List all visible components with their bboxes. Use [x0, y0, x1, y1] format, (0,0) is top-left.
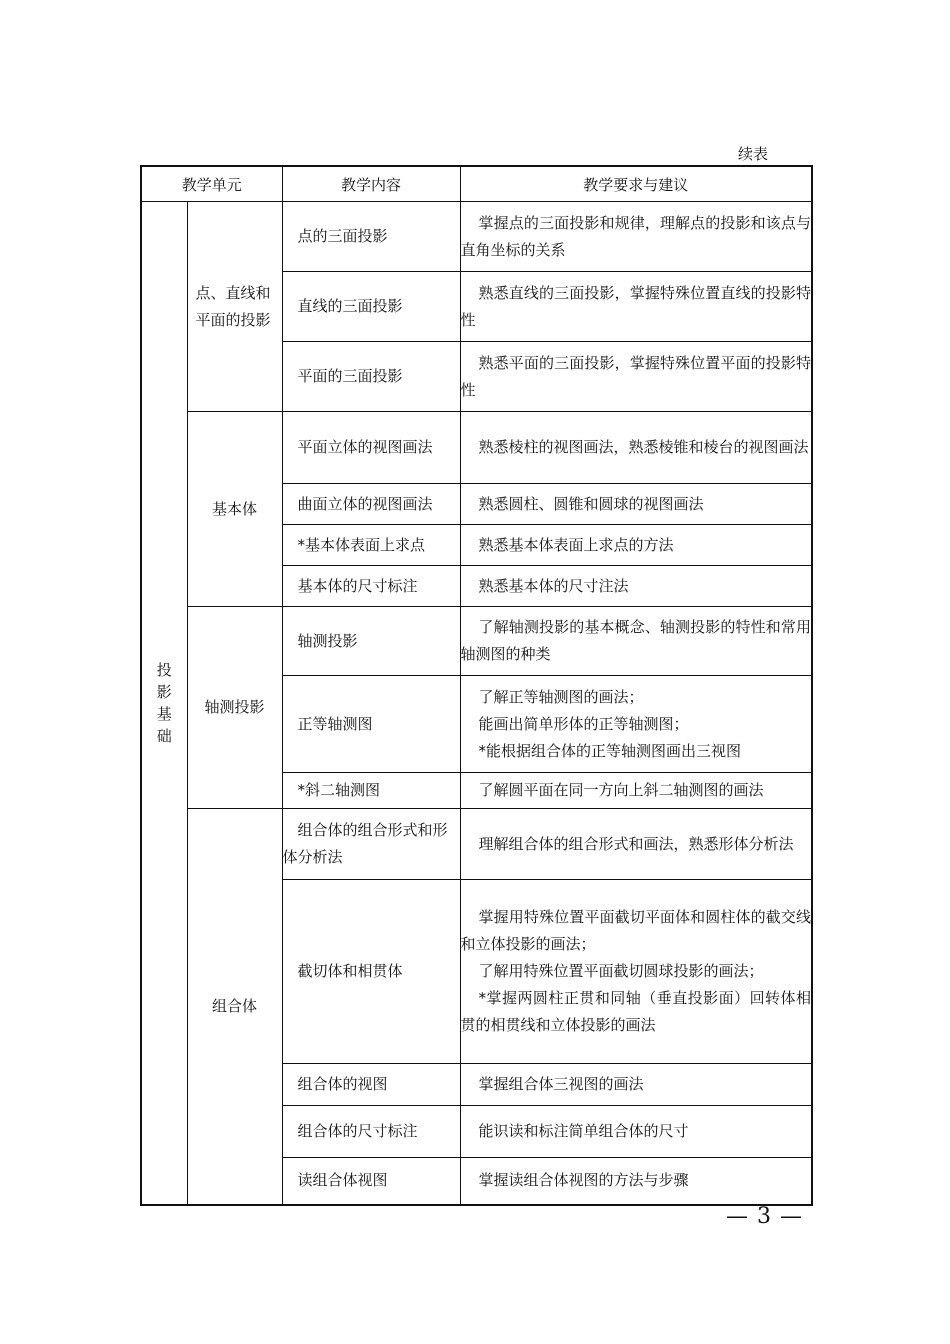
content-cell — [282, 880, 460, 1064]
content-cell — [282, 1064, 460, 1106]
table-row — [141, 202, 812, 272]
content-cell: 组合体的组合形式和形体分析法 — [282, 809, 460, 880]
content-text: 平面立体的视图画法 — [297, 438, 433, 456]
unit-name: 组合体 — [187, 809, 282, 1205]
content-cell — [282, 484, 460, 525]
requirement-text: 掌握点的三面投影和规律，理解点的投影和该点与直角坐标的关系 — [460, 213, 812, 259]
requirement-cell — [460, 566, 812, 607]
content-cell — [282, 272, 460, 342]
content-cell — [282, 1106, 460, 1158]
requirement-text: 能识读和标注简单组合体的尺寸 — [478, 1122, 689, 1140]
requirement-cell — [460, 202, 812, 272]
requirement-text: 了解正等轴测图的画法； — [478, 687, 644, 706]
requirement-cell — [460, 1106, 812, 1158]
requirement-text: 掌握用特殊位置平面截切平面体和圆柱体的截交线和立体投影的画法； — [460, 908, 812, 953]
requirement-text: 熟悉基本体的尺寸注法 — [478, 576, 629, 595]
requirement-text: 掌握组合体三视图的画法 — [478, 1075, 644, 1093]
content-text: 读组合体视图 — [297, 1171, 388, 1190]
content-cell — [282, 676, 460, 773]
continued-label: 续表 — [738, 145, 769, 163]
content-text: *基本体表面上求点 — [297, 535, 426, 554]
content-cell — [282, 202, 460, 272]
content-text: 平面的三面投影 — [297, 367, 403, 385]
content-text: 基本体的尺寸标注 — [297, 576, 418, 595]
requirement-text: 掌握读组合体视图的方法与步骤 — [478, 1171, 689, 1190]
category-label: 投影基础 — [156, 660, 172, 745]
content-text: 组合体的视图 — [297, 1075, 388, 1093]
requirement-cell — [460, 525, 812, 566]
requirement-cell — [460, 342, 812, 412]
requirement-cell — [460, 773, 812, 809]
content-text: 截切体和相贯体 — [297, 962, 403, 980]
content-text: 轴测投影 — [297, 631, 358, 650]
requirement-text: 了解圆平面在同一方向上斜二轴测图的画法 — [478, 781, 764, 799]
unit-name: 点、直线和平面的投影 — [187, 202, 282, 412]
table-header-row — [141, 166, 812, 202]
content-cell — [282, 607, 460, 676]
requirement-text: 熟悉平面的三面投影，掌握特殊位置平面的投影特性 — [460, 353, 812, 399]
requirement-text: 熟悉棱柱的视图画法，熟悉棱锥和棱台的视图画法 — [478, 438, 809, 456]
requirement-text: *能根据组合体的正等轴测图画出三视图 — [478, 741, 742, 760]
requirement-text: 了解用特殊位置平面截切圆球投影的画法； — [478, 962, 764, 980]
requirement-cell — [460, 607, 812, 676]
requirement-cell — [460, 676, 812, 773]
requirement-cell — [460, 272, 812, 342]
table-row — [141, 809, 812, 880]
content-text: 直线的三面投影 — [297, 297, 403, 315]
requirement-text: 能画出简单形体的正等轴测图； — [478, 714, 689, 733]
content-text: 点的三面投影 — [297, 227, 388, 245]
content-text: 曲面立体的视图画法 — [297, 494, 433, 513]
syllabus-table — [140, 165, 813, 1206]
requirement-text: 熟悉圆柱、圆锥和圆球的视图画法 — [478, 494, 704, 513]
requirement-cell — [460, 412, 812, 484]
table-row — [141, 412, 812, 484]
header-content: 教学内容 — [282, 166, 460, 202]
requirement-text: 熟悉基本体表面上求点的方法 — [478, 535, 674, 554]
table-row — [141, 607, 812, 676]
content-cell — [282, 342, 460, 412]
requirement-cell — [460, 809, 812, 880]
content-cell — [282, 773, 460, 809]
requirement-text: 熟悉直线的三面投影，掌握特殊位置直线的投影特性 — [460, 283, 812, 329]
content-cell — [282, 566, 460, 607]
requirement-cell — [460, 1064, 812, 1106]
requirement-text: 理解组合体的组合形式和画法，熟悉形体分析法 — [478, 834, 794, 853]
requirement-text: *掌握两圆柱正贯和同轴（垂直投影面）回转体相贯的相贯线和立体投影的画法 — [460, 989, 812, 1034]
requirement-cell — [460, 484, 812, 525]
category-cell — [141, 202, 187, 1205]
unit-name: 轴测投影 — [187, 607, 282, 809]
content-cell — [282, 412, 460, 484]
header-unit: 教学单元 — [141, 166, 282, 202]
unit-name: 基本体 — [187, 412, 282, 607]
content-text: 组合体的尺寸标注 — [297, 1122, 418, 1140]
requirement-text: 了解轴测投影的基本概念、轴测投影的特性和常用轴测图的种类 — [460, 618, 812, 663]
requirement-cell — [460, 1158, 812, 1205]
content-cell — [282, 525, 460, 566]
content-text: 正等轴测图 — [297, 714, 373, 733]
page-number: — 3 — — [726, 1204, 803, 1229]
requirement-cell — [460, 880, 812, 1064]
content-cell — [282, 1158, 460, 1205]
header-requirement: 教学要求与建议 — [460, 166, 812, 202]
content-text: *斜二轴测图 — [297, 781, 381, 799]
